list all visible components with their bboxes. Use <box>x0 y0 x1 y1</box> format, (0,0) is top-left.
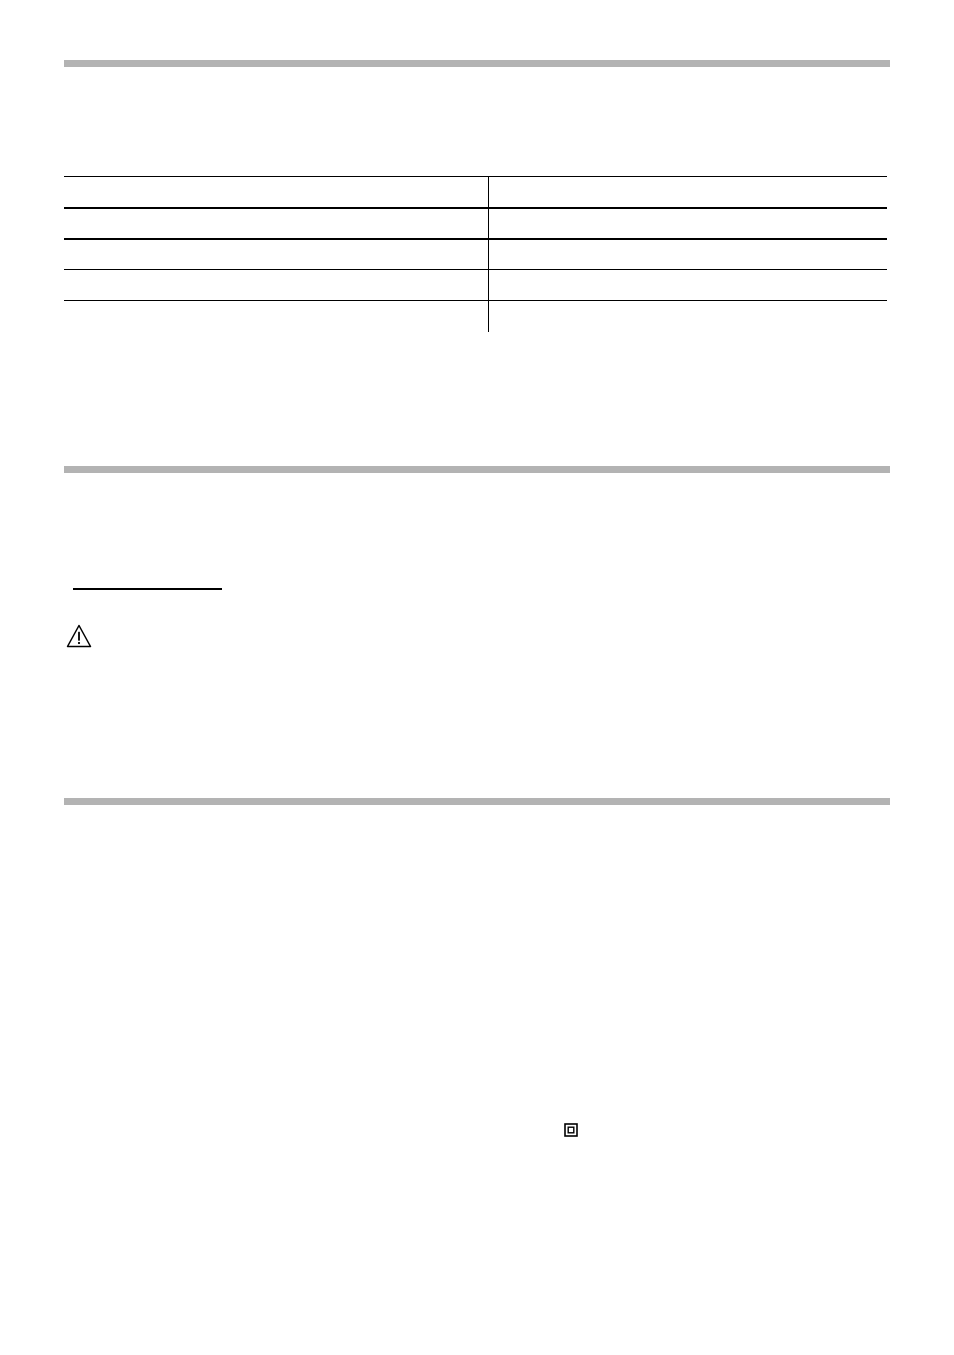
table-cell <box>64 177 488 208</box>
table-cell <box>488 177 887 208</box>
table-cell <box>488 239 887 270</box>
table-cell <box>64 301 488 332</box>
table-cell <box>488 270 887 301</box>
warning-triangle-icon <box>66 624 92 648</box>
table-row <box>64 177 887 208</box>
table-cell <box>64 208 488 239</box>
specification-table <box>64 176 887 332</box>
table-cell <box>64 270 488 301</box>
table-cell <box>64 239 488 270</box>
double-insulation-icon <box>564 1123 578 1137</box>
section-divider-top <box>64 60 890 67</box>
section-divider-middle <box>64 466 890 473</box>
table-row <box>64 239 887 270</box>
table-row <box>64 208 887 239</box>
table-cell <box>488 301 887 332</box>
heading-underline <box>73 588 222 590</box>
table-row <box>64 301 887 332</box>
section-divider-bottom <box>64 798 890 805</box>
table-cell <box>488 208 887 239</box>
table-row <box>64 270 887 301</box>
